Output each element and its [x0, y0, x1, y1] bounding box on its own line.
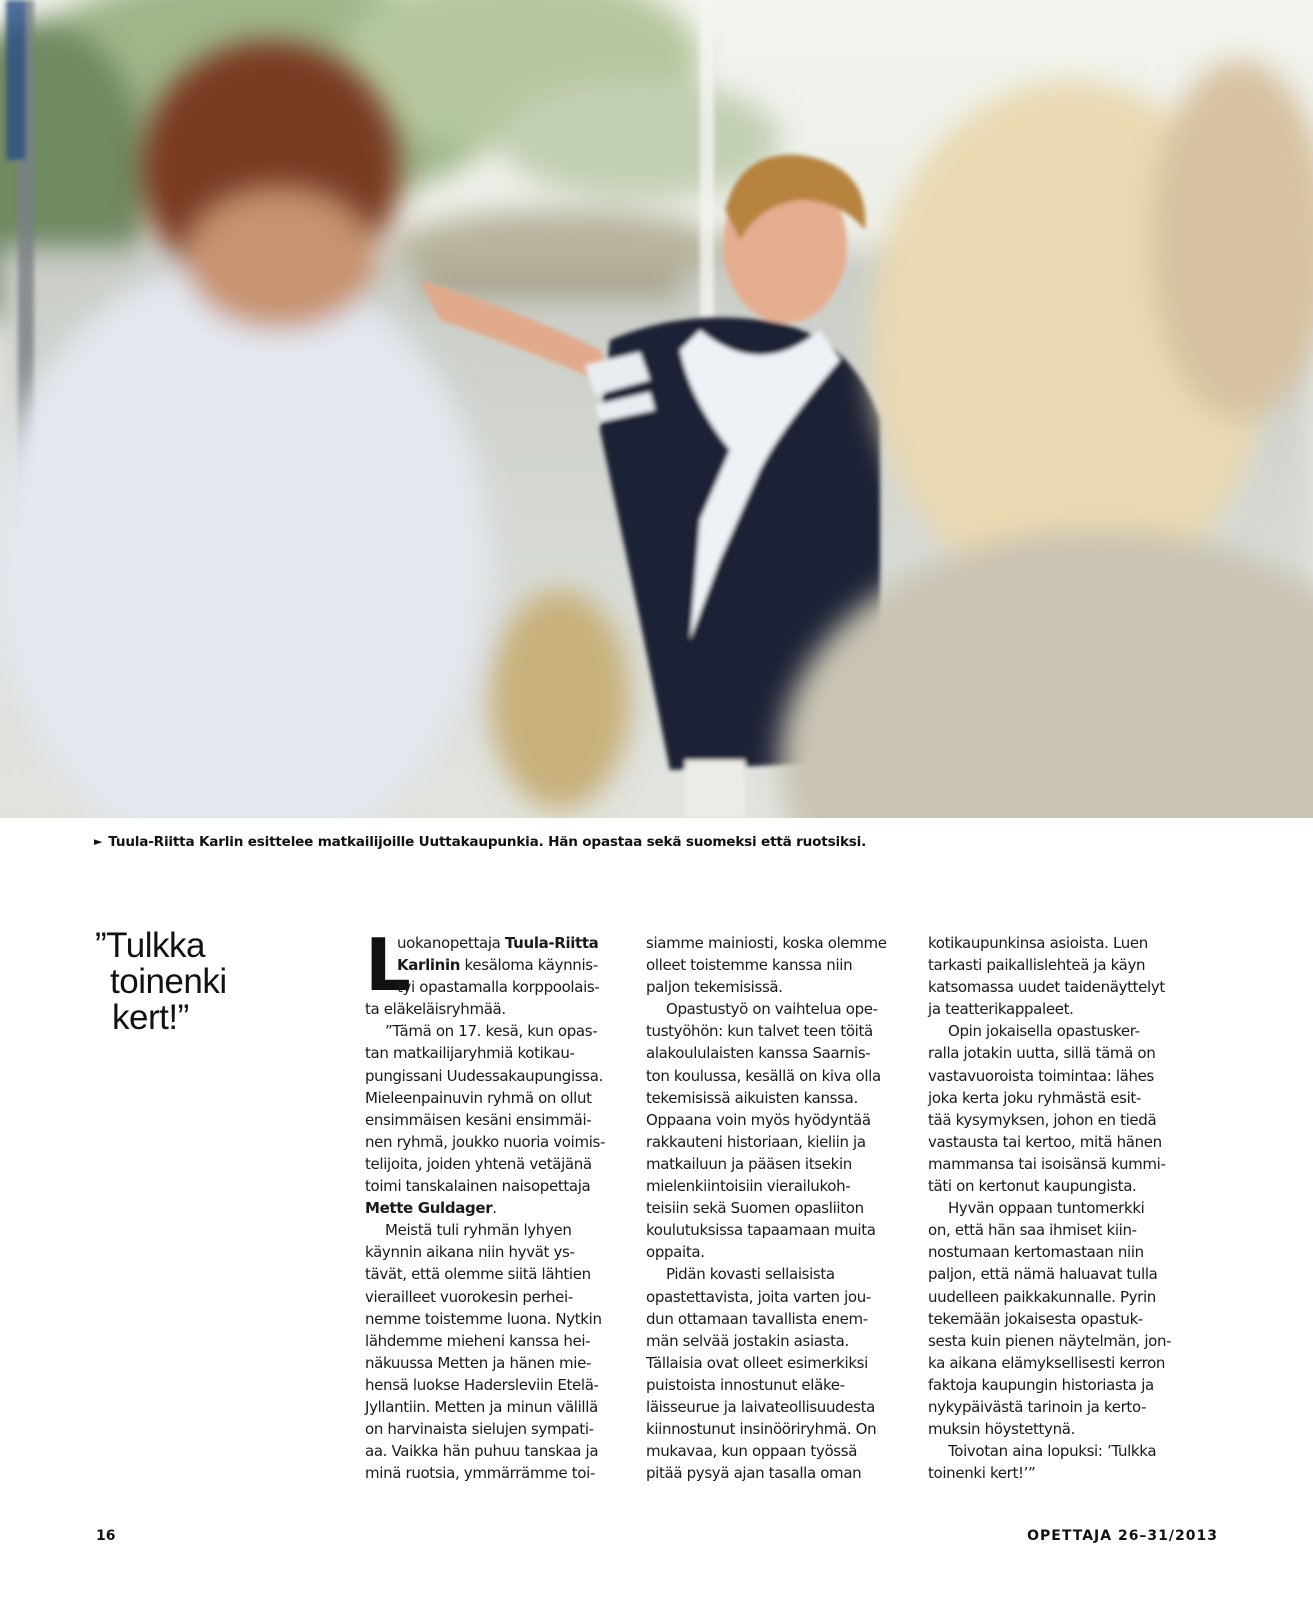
- line-text: siamme mainiosti, koska olemme: [646, 934, 887, 952]
- line-text: Hyvän oppaan tuntomerkki: [948, 1199, 1145, 1218]
- article-line: [646, 1065, 901, 1087]
- article-line: [365, 976, 620, 998]
- article-line: [365, 932, 620, 954]
- article-line: [365, 1330, 620, 1352]
- article-line: [646, 1153, 901, 1175]
- article-line: [928, 1109, 1183, 1131]
- line-text: ja teatterikappaleet.: [928, 1000, 1074, 1019]
- line-text: matkailuun ja pääsen itsekin: [646, 1154, 852, 1173]
- article-line: [365, 1462, 620, 1484]
- article-line: [646, 1219, 901, 1241]
- line-text: mammansa tai isoisänsä kummi-: [928, 1154, 1166, 1173]
- article-line: [365, 1286, 620, 1308]
- line-text: hensä luokse Hadersleviin Etelä-: [365, 1375, 599, 1394]
- line-text: rakkauteni historiaan, kieliin ja: [646, 1132, 866, 1151]
- line-text: ensimmäisen kesäni ensimmäi-: [365, 1110, 592, 1129]
- article-line: [646, 1087, 901, 1109]
- article-line: [646, 1263, 901, 1285]
- line-text: Pidän kovasti sellaisista: [666, 1265, 835, 1284]
- line-text: tustyöhön: kun talvet teen töitä: [646, 1022, 873, 1041]
- article-line: [928, 1241, 1183, 1263]
- line-text: faktoja kaupungin historiasta ja: [928, 1375, 1154, 1394]
- article-line: [646, 1109, 901, 1131]
- line-text: tyi opastamalla korppoolais-: [397, 978, 600, 997]
- pull-quote-line: toinenki: [110, 962, 227, 1001]
- line-text: kotikaupunkinsa asioista. Luen: [928, 934, 1148, 952]
- article-line: [365, 1131, 620, 1153]
- line-text: ka aikana elämyksellisesti kerron: [928, 1353, 1166, 1372]
- article-line: [928, 1440, 1183, 1462]
- article-line: [646, 976, 901, 998]
- line-text: tekemisissä aikuisten kanssa.: [646, 1088, 858, 1107]
- pull-quote-line: kert!”: [112, 998, 189, 1037]
- line-text: nemme toistemme luona. Nytkin: [365, 1309, 602, 1328]
- article-line: [928, 1065, 1183, 1087]
- line-text: nostumaan kertomastaan niin: [928, 1243, 1144, 1262]
- article-line: [928, 998, 1183, 1020]
- article-line: [928, 1131, 1183, 1153]
- line-text: Opastustyö on vaihtelua ope-: [666, 1000, 878, 1019]
- article-line: [646, 1330, 901, 1352]
- line-text: täti on kertonut kaupungista.: [928, 1177, 1137, 1196]
- line-text: tan matkailijaryhmiä kotikau-: [365, 1044, 575, 1063]
- line-text: ”Tämä on 17. kesä, kun opas-: [385, 1022, 598, 1041]
- article-line: [365, 1197, 620, 1219]
- line-text: dun ottamaan tavallista enem-: [646, 1309, 868, 1328]
- article-line: [365, 998, 620, 1020]
- article-line: [365, 1175, 620, 1197]
- article-line: [646, 998, 901, 1020]
- line-text: pitää pysyä ajan tasalla oman: [646, 1464, 862, 1483]
- line-text: pungissani Uudessakaupungissa.: [365, 1066, 603, 1085]
- article-line: [928, 1330, 1183, 1352]
- article-line: [646, 1396, 901, 1418]
- article-line: [928, 1396, 1183, 1418]
- line-text: kesäloma käynnis-: [460, 956, 598, 975]
- article-column-3: [928, 932, 1183, 1484]
- bold-name: Tuula-Riitta: [504, 934, 599, 952]
- article-line: [365, 1087, 620, 1109]
- article-line: [928, 1175, 1183, 1197]
- line-text: vastausta tai kertoo, mitä hänen: [928, 1132, 1162, 1151]
- line-text: Opin jokaisella opastusker-: [948, 1022, 1140, 1041]
- line-text: koulutuksissa tapaamaan muita: [646, 1221, 876, 1240]
- line-text: uokanopettaja: [397, 934, 505, 952]
- line-text: puistoista innostunut eläke-: [646, 1375, 845, 1394]
- article-line: [928, 954, 1183, 976]
- line-text: ton koulussa, kesällä on kiva olla: [646, 1066, 881, 1085]
- article-line: [365, 1440, 620, 1462]
- pull-quote: [95, 928, 315, 1036]
- line-text: muksin höystettynä.: [928, 1420, 1076, 1439]
- line-text: vierailleet vuorokesin perhei-: [365, 1287, 573, 1306]
- line-text: tävät, että olemme siitä lähtien: [365, 1265, 591, 1284]
- line-text: tää kysymyksen, johon en tiedä: [928, 1110, 1157, 1129]
- line-text: oppaita.: [646, 1243, 705, 1262]
- line-text: toimi tanskalainen naisopettaja: [365, 1177, 591, 1196]
- line-text: opastettavista, joita varten jou-: [646, 1287, 871, 1306]
- article-line: [365, 1352, 620, 1374]
- article-line: [928, 1263, 1183, 1285]
- line-text: toinenki kert!’”: [928, 1464, 1036, 1483]
- article-line: [928, 1352, 1183, 1374]
- article-line: [646, 1418, 901, 1440]
- line-text: on harvinaista sielujen sympati-: [365, 1420, 594, 1439]
- article-line: [365, 1153, 620, 1175]
- line-text: tekemään jokaisesta opastuk-: [928, 1309, 1143, 1328]
- line-text: uudelleen paikkakunnalle. Pyrin: [928, 1287, 1156, 1306]
- article-line: [646, 1374, 901, 1396]
- article-line: [646, 1440, 901, 1462]
- article-line: [365, 954, 620, 976]
- article-line: [928, 1418, 1183, 1440]
- article-line: [646, 1020, 901, 1042]
- article-line: [365, 1219, 620, 1241]
- caption-text: Tuula-Riitta Karlin esittelee matkailijoille Uuttakaupunkia. Hän opastaa sekä suomeksi että ruotsiksi.: [108, 834, 867, 850]
- line-text: tarkasti paikallislehteä ja käyn: [928, 956, 1146, 975]
- article-line: [928, 1153, 1183, 1175]
- article-line: [365, 1241, 620, 1263]
- line-text: Tällaisia ovat olleet esimerkiksi: [646, 1353, 868, 1372]
- article-line: [646, 1197, 901, 1219]
- line-text: olleet toistemme kanssa niin: [646, 956, 853, 975]
- article-line: [646, 1286, 901, 1308]
- line-text: .: [492, 1199, 497, 1218]
- article-line: [928, 1087, 1183, 1109]
- article-line: [365, 1396, 620, 1418]
- article-column-2: [646, 932, 901, 1484]
- line-text: lähdemme mieheni kanssa hei-: [365, 1331, 591, 1350]
- line-text: alakoululaisten kanssa Saarnis-: [646, 1044, 871, 1063]
- line-text: vastavuoroista toimintaa: lähes: [928, 1066, 1155, 1085]
- article-line: [365, 1065, 620, 1087]
- article-line: [646, 1352, 901, 1374]
- article-line: [928, 1219, 1183, 1241]
- bold-name: Mette Guldager: [365, 1199, 493, 1218]
- article-line: [365, 1308, 620, 1330]
- line-text: Oppaana voin myös hyödyntää: [646, 1110, 871, 1129]
- line-text: Meistä tuli ryhmän lyhyen: [385, 1221, 572, 1240]
- bold-name: Karlinin: [397, 956, 461, 975]
- line-text: minä ruotsia, ymmärrämme toi-: [365, 1464, 595, 1483]
- line-text: nykypäivästä tarinoin ja kerto-: [928, 1397, 1147, 1416]
- article-line: [646, 1042, 901, 1064]
- article-line: [928, 1042, 1183, 1064]
- line-text: käynnin aikana niin hyvät ys-: [365, 1243, 575, 1262]
- article-line: [646, 1308, 901, 1330]
- article-line: [365, 1418, 620, 1440]
- article-line: [646, 1131, 901, 1153]
- line-text: mielenkiintoisiin vierailukoh-: [646, 1177, 851, 1196]
- article-line: [928, 932, 1183, 954]
- photo-caption: [94, 834, 1214, 850]
- article-line: [928, 1308, 1183, 1330]
- article-column-1: [365, 923, 620, 1484]
- article-line: [928, 976, 1183, 998]
- line-text: paljon, että nämä haluavat tulla: [928, 1265, 1158, 1284]
- article-line: [365, 1042, 620, 1064]
- article-line: [365, 1374, 620, 1396]
- line-text: sesta kuin pienen näytelmän, jon-: [928, 1331, 1172, 1350]
- caption-arrow-icon: ►: [94, 835, 103, 848]
- line-text: joka kerta joku ryhmästä esit-: [928, 1088, 1141, 1107]
- line-text: nen ryhmä, joukko nuoria voimis-: [365, 1132, 606, 1151]
- article-line: [928, 1286, 1183, 1308]
- line-text: on, että hän saa ihmiset kiin-: [928, 1221, 1137, 1240]
- article-line: [928, 1462, 1183, 1484]
- article-line: [646, 1462, 901, 1484]
- article-line: [928, 1197, 1183, 1219]
- article-line: [365, 1020, 620, 1042]
- page-number: 16: [96, 1528, 116, 1544]
- line-text: Jyllantiin. Metten ja minun välillä: [365, 1397, 598, 1416]
- line-text: paljon tekemisissä.: [646, 978, 783, 997]
- line-text: katsomassa uudet taidenäyttelyt: [928, 978, 1165, 997]
- pull-quote-line: ”Tulkka: [95, 926, 205, 965]
- article-line: [365, 1109, 620, 1131]
- line-text: ralla jotakin uutta, sillä tämä on: [928, 1044, 1156, 1063]
- article-line: [646, 1241, 901, 1263]
- publication-issue: OPETTAJA 26–31/2013: [1027, 1528, 1218, 1544]
- line-text: Toivotan aina lopuksi: ’Tulkka: [948, 1442, 1157, 1461]
- line-text: läisseurue ja laivateollisuudesta: [646, 1397, 875, 1416]
- line-text: ta eläkeläisryhmää.: [365, 1000, 506, 1019]
- line-text: Mieleenpainuvin ryhmä on ollut: [365, 1088, 592, 1107]
- line-text: mukavaa, kun oppaan työssä: [646, 1442, 858, 1461]
- article-line: [646, 954, 901, 976]
- line-text: näkuussa Metten ja hänen mie-: [365, 1353, 592, 1372]
- line-text: teisiin sekä Suomen opasliiton: [646, 1199, 864, 1218]
- article-line: [928, 1020, 1183, 1042]
- article-line: [646, 1175, 901, 1197]
- line-text: aa. Vaikka hän puhuu tanskaa ja: [365, 1442, 599, 1461]
- line-text: telijoita, joiden yhtenä vetäjänä: [365, 1154, 592, 1173]
- article-line: [365, 1263, 620, 1285]
- drop-cap: L: [365, 923, 411, 1007]
- article-line: [928, 1374, 1183, 1396]
- line-text: män selvää jostakin asiasta.: [646, 1331, 849, 1350]
- line-text: kiinnostunut insinööriryhmä. On: [646, 1420, 877, 1439]
- article-line: [646, 932, 901, 954]
